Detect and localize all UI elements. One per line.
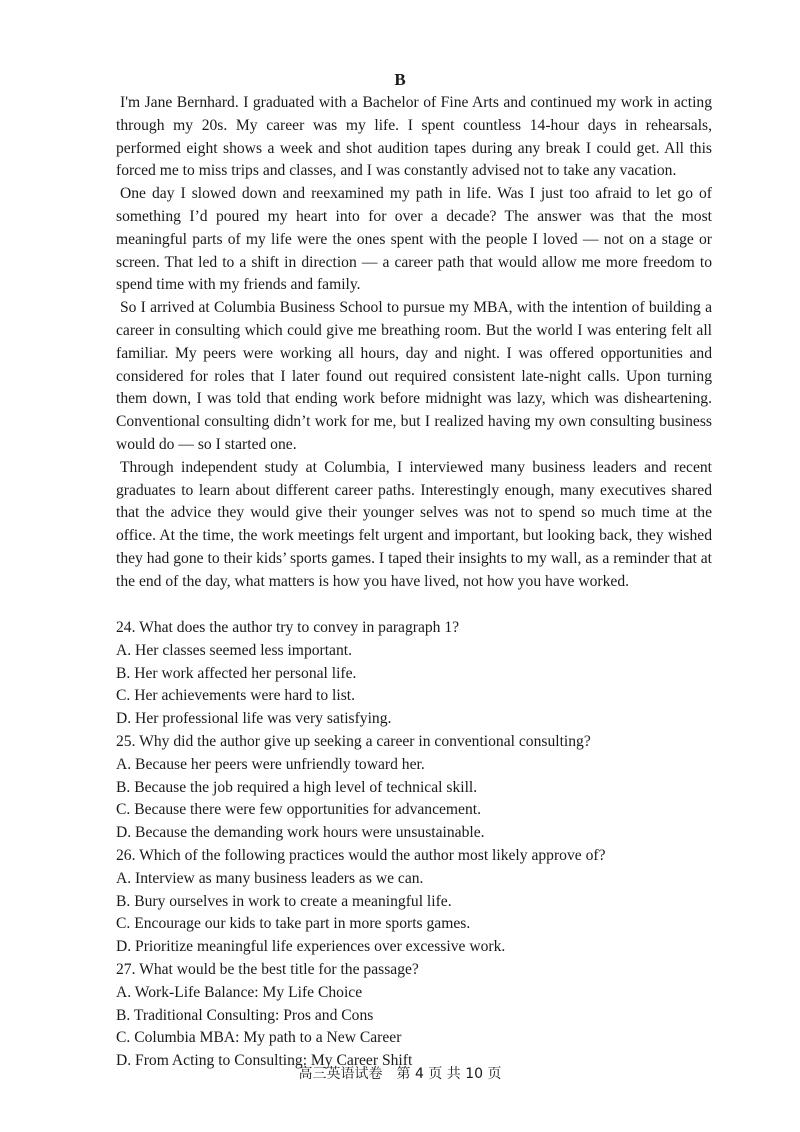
question-27: [116, 959, 712, 1073]
page-footer: 高三英语试卷 第 4 页 共 10 页: [298, 1066, 502, 1082]
option-c: C. Her achievements were hard to list.: [116, 687, 356, 705]
reading-passage: [116, 92, 712, 594]
question-stem: 25. Why did the author give up seeking a career in conventional consulting?: [116, 732, 591, 750]
section-label: B: [394, 70, 406, 89]
option-d: D. Her professional life was very satisfying.: [116, 710, 392, 728]
question-stem: 27. What would be the best title for the passage?: [116, 960, 419, 978]
question-26: [116, 845, 712, 959]
passage-paragraph-4: Through independent study at Columbia, I interviewed many business leaders and recent graduates to learn about different career paths. Interestingly enough, many executives shared that the advice they would give their younger selves was not to spend so much time at the office. At the time, the work meetings felt urgent and important, but looking back, they wished they had gone to their kids’ sports games. I taped their insights to my wall, as a reminder that at the end of the day, what matters is how you have lived, not how you have worked.: [116, 458, 712, 590]
option-c: C. Encourage our kids to take part in more sports games.: [116, 915, 471, 933]
question-stem: 24. What does the author try to convey in paragraph 1?: [116, 619, 460, 636]
option-b: B. Because the job required a high level of technical skill.: [116, 778, 478, 796]
passage-paragraph-2: One day I slowed down and reexamined my path in life. Was I just too afraid to let go of something I’d poured my heart into for over a decade? The answer was that the most meaningful parts of my life were the ones spent with the people I loved — not on a stage or screen. That led to a shift in direction — a career path that would allow me more freedom to spend time with my friends and family.: [116, 185, 712, 294]
option-d: D. From Acting to Consulting: My Career Shift: [116, 1052, 413, 1070]
option-b: B. Her work affected her personal life.: [116, 664, 357, 682]
question-25: [116, 731, 712, 845]
question-24: [116, 617, 712, 731]
option-b: B. Bury ourselves in work to create a meaningful life.: [116, 892, 452, 910]
option-a: A. Her classes seemed less important.: [116, 641, 353, 659]
option-a: A. Work-Life Balance: My Life Choice: [116, 983, 363, 1001]
option-b: B. Traditional Consulting: Pros and Cons: [116, 1006, 374, 1024]
option-a: A. Because her peers were unfriendly toward her.: [116, 755, 425, 773]
passage-paragraph-1: I'm Jane Bernhard. I graduated with a Bachelor of Fine Arts and continued my work in acting through my 20s. My career was my life. I spent countless 14-hour days in rehearsals, performed eight shows a week and shot audition tapes during any break I could get. All this forced me to miss trips and classes, and I was constantly advised not to take any vacation.: [116, 94, 712, 180]
option-c: C. Because there were few opportunities for advancement.: [116, 801, 482, 819]
question-stem: 26. Which of the following practices would the author most likely approve of?: [116, 846, 606, 864]
option-c: C. Columbia MBA: My path to a New Career: [116, 1029, 402, 1047]
questions-section: [116, 617, 712, 1073]
option-a: A. Interview as many business leaders as we can.: [116, 869, 424, 887]
passage-paragraph-3: So I arrived at Columbia Business School to pursue my MBA, with the intention of building a career in consulting which could give me breathing room. But the world I was entering felt all familiar. My peers were working all hours, day and night. I was offered opportunities and considered for roles that I later found out required consistent late-night calls. Upon turning them down, I was told that ending work before midnight was lazy, which was disheartening. Conventional consulting didn’t work for me, but I realized having my own consulting business would do — so I started one.: [116, 299, 712, 453]
option-d: D. Prioritize meaningful life experiences over excessive work.: [116, 938, 506, 956]
option-d: D. Because the demanding work hours were unsustainable.: [116, 824, 485, 842]
